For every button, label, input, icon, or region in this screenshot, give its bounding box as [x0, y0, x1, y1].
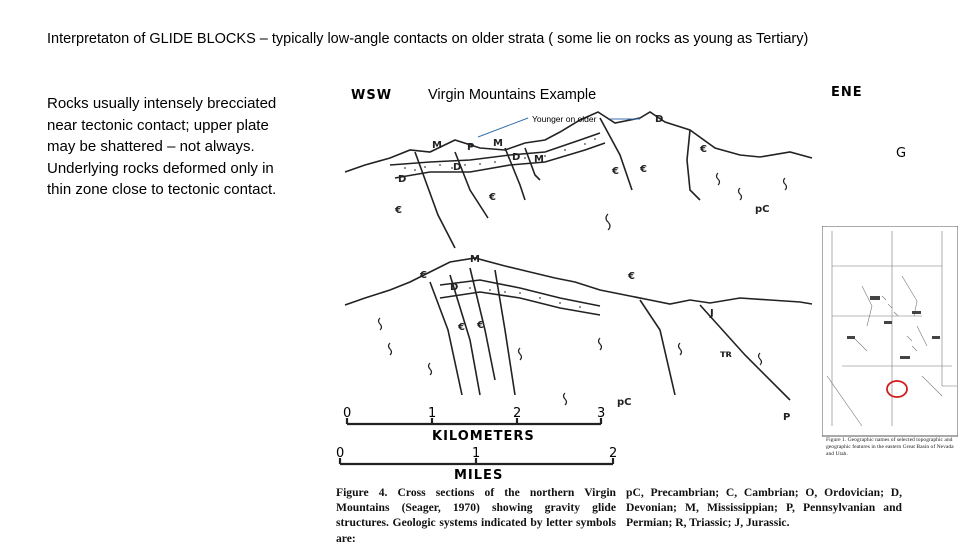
km-tick-0: 0 — [343, 406, 353, 421]
svg-text:D: D — [398, 174, 407, 185]
svg-text:M: M — [470, 254, 480, 265]
svg-text:P: P — [783, 412, 791, 423]
slide-title: Interpretaton of GLIDE BLOCKS – typically low-angle contacts on older strata ( some lie on rocks as young as Tertiary) — [47, 31, 809, 47]
cross-section-figure — [330, 78, 830, 536]
svg-text:J: J — [710, 308, 714, 319]
svg-text:P: P — [467, 142, 475, 153]
svg-text:M: M — [432, 140, 442, 151]
svg-text:€: € — [477, 320, 484, 331]
inset-caption: Figure 1. Geographic names of selected topographic and geographic features in the eastern Great Basin of Nevada and Utah. — [826, 437, 954, 457]
body-text — [47, 93, 322, 201]
svg-text:€: € — [395, 205, 402, 216]
svg-text:€: € — [612, 166, 619, 177]
svg-text:M: M — [534, 154, 544, 165]
svg-text:€: € — [640, 164, 647, 175]
svg-text:€: € — [458, 322, 465, 333]
example-title: Virgin Mountains Example — [428, 87, 597, 103]
svg-text:€: € — [489, 192, 496, 203]
svg-text:pC: pC — [755, 204, 770, 215]
svg-text:M: M — [493, 138, 503, 149]
mi-label: MILES — [454, 468, 504, 483]
direction-wsw: WSW — [351, 88, 393, 103]
label-g: G — [896, 146, 908, 161]
mi-tick-2: 2 — [609, 446, 619, 461]
svg-text:D: D — [450, 282, 459, 293]
figure-caption — [336, 485, 902, 545]
svg-text:D: D — [453, 162, 462, 173]
svg-text:pC: pC — [617, 397, 632, 408]
svg-text:D: D — [655, 114, 664, 125]
body-line: Rocks usually intensely brecciated — [47, 95, 277, 112]
svg-text:€: € — [700, 144, 707, 155]
km-tick-2: 2 — [513, 406, 523, 421]
svg-text:€: € — [420, 270, 427, 281]
svg-text:€: € — [628, 271, 635, 282]
svg-text:D: D — [512, 152, 521, 163]
km-tick-3: 3 — [597, 406, 607, 421]
caption-right: pC, Precambrian; C, Cambrian; O, Ordovician; D, Devonian; M, Mississippian; P, Pennsylvanian and Permian; R, Triassic; J, Jurassic. — [626, 486, 902, 530]
km-tick-1: 1 — [428, 406, 438, 421]
direction-ene: ENE — [831, 85, 863, 100]
annotation-younger-on-older: Younger on older — [532, 114, 597, 124]
mi-tick-0: 0 — [336, 446, 346, 461]
body-line: may be shattered – not always. — [47, 138, 255, 155]
body-line: near tectonic contact; upper plate — [47, 116, 269, 134]
body-line: thin zone close to tectonic contact. — [47, 181, 277, 198]
body-line: Underlying rocks deformed only in — [47, 159, 274, 177]
mi-tick-1: 1 — [472, 446, 482, 461]
svg-text:ᴛʀ: ᴛʀ — [720, 349, 733, 360]
caption-left: Figure 4. Cross sections of the northern Virgin Mountains (Seager, 1970) showing gravity glide structures. Geologic systems indicated by letter symbols are: — [336, 486, 616, 545]
km-label: KILOMETERS — [432, 429, 535, 444]
